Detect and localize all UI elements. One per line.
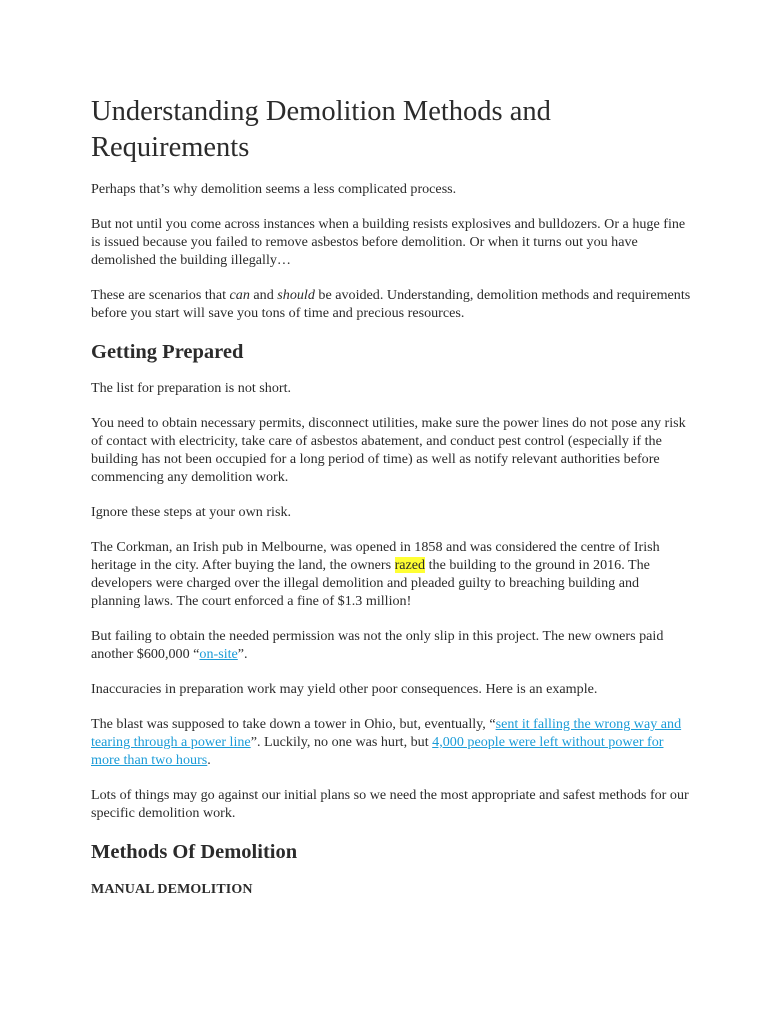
corkman-paragraph [91,538,691,610]
text-run: . [207,752,211,768]
text-run: The Corkman, an Irish pub in Melbourne, was opened in 1858 and was considered the centre of Irish heritage in the city. After buying the land, the owners [91,539,660,573]
ohio-blast-paragraph [91,715,691,769]
on-site-link[interactable]: on-site [199,646,238,662]
highlighted-word-razed: razed [394,557,426,573]
prep-paragraph-2: You need to obtain necessary permits, disconnect utilities, make sure the power lines do not pose any risk of contact with electricity, take care of asbestos abatement, and conduct pest control (especially if the building has not been occupied for a long period of time) as well as notify relevant authorities before commencing any demolition work. [91,415,686,485]
prep-paragraph-1: The list for preparation is not short. [91,380,292,396]
power-outage-link[interactable]: 4,000 people were left without power for more than two hours [91,734,664,768]
section-heading-methods: Methods Of Demolition [91,841,298,863]
text-run: be avoided. Understanding, demolition methods and requirements before you start will save you tons of time and precious resources. [91,287,691,321]
wrong-way-link[interactable]: sent it falling the wrong way and tearing through a power line [91,716,682,750]
prep-paragraph-3: Ignore these steps at your own risk. [91,504,292,520]
intro-paragraph-1: Perhaps that’s why demolition seems a less complicated process. [91,181,457,197]
intro-paragraph-2: But not until you come across instances when a building resists explosives and bulldozers. Or a huge fine is issued because you failed to remove asbestos before demolition. Or when it turns out you have demolished the building illegally… [91,216,686,268]
section-heading-getting-prepared: Getting Prepared [91,341,244,363]
page-title: Understanding Demolition Methods and Requirements [91,96,551,163]
inaccuracies-paragraph: Inaccuracies in preparation work may yield other poor consequences. Here is an example. [91,681,598,697]
text-run: These are scenarios that [91,287,230,303]
text-run: The blast was supposed to take down a tower in Ohio, but, eventually, “ [91,716,496,732]
text-run: But failing to obtain the needed permission was not the only slip in this project. The new owners paid another $600,000 “ [91,628,664,662]
intro-paragraph-3 [91,286,691,322]
article [91,94,691,899]
emphasis-should: should [277,287,315,303]
text-run: the building to the ground in 2016. The developers were charged over the illegal demolition and pleaded guilty to breaching building and planning laws. The court enforced a fine of $1.3 million! [91,557,650,609]
text-run: and [249,287,278,303]
permission-paragraph [91,627,691,663]
text-run: ”. [237,646,248,662]
subheading-manual-demolition: MANUAL DEMOLITION [91,882,253,897]
text-run: ”. Luckily, no one was hurt, but [250,734,433,750]
safest-methods-paragraph: Lots of things may go against our initial plans so we need the most appropriate and safest methods for our specific demolition work. [91,787,689,821]
emphasis-can: can [229,287,250,303]
